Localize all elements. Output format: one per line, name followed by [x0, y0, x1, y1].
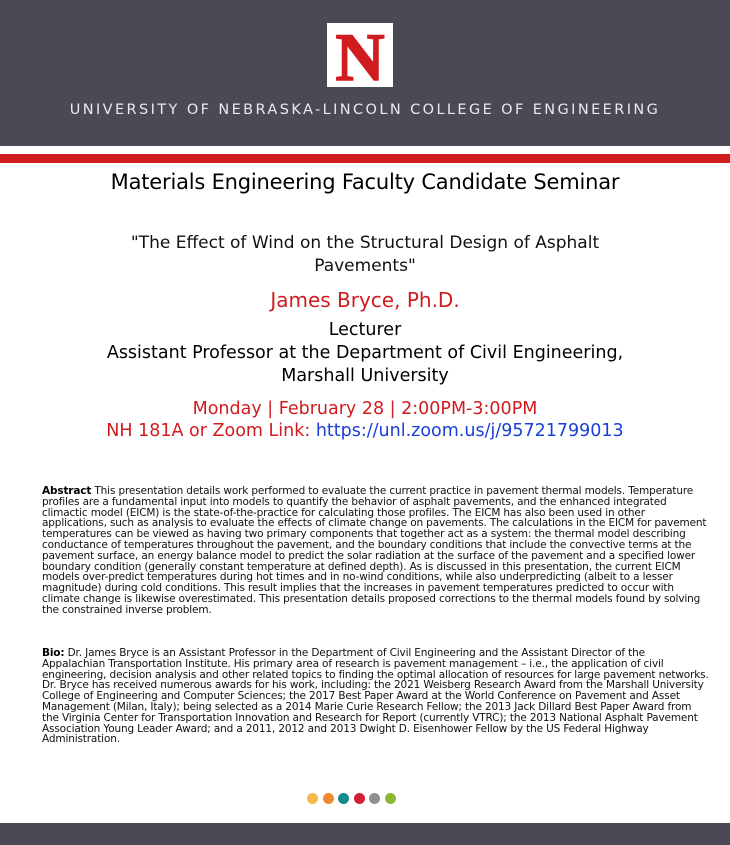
abstract-paragraph: [42, 486, 710, 616]
nebraska-n-logo: [327, 23, 393, 87]
speaker-role-position: Assistant Professor at the Department of Civil Engineering,: [106, 343, 624, 363]
event-datetime: Monday | February 28 | 2:00PM-3:00PM: [192, 399, 538, 419]
abstract-text: This presentation details work performed to evaluate the current practice in pavement thermal models. Temperature profiles are a fundamental input into models to quantify the behavior of asphalt pavements, and the enhanced integrated climactic model (EICM) is the state-of-the-practice for calculating those profiles. The EICM has also been used in other applications, such as analysis to evaluate the effects of climate change on pavements. The calculations in the EICM for pavement temperatures can be viewed as having two primary components that together act as a system: the thermal model describing conductance of temperatures throughout the pavement, and the boundary conditions that include the convective terms at the pavement surface, an energy balance model to predict the solar radiation at the surface of the pavement and a specified lower boundary condition (generally constant temperature at defined depth). As is discussed in this presentation, the current EICM models over-predict temperatures during hot times and in no-wind conditions, while also underpredicting (albeit to a lesser magnitude) during cold conditions. This result implies that the increases in pavement temperatures predicted to occur with climate change is likewise overestimated. This presentation details proposed corrections to the thermal models found by solving the constrained inverse problem.: [42, 485, 707, 616]
red-divider: [0, 154, 730, 163]
header-banner: [0, 0, 730, 146]
decorative-dot-2: [323, 793, 334, 804]
decorative-dots: [307, 789, 400, 801]
decorative-dot-6: [385, 793, 396, 804]
footer-bar: [0, 823, 730, 845]
abstract-label: Abstract: [42, 485, 92, 497]
speaker-affiliation: Marshall University: [281, 366, 449, 386]
talk-title: "The Effect of Wind on the Structural Design of Asphalt Pavements": [130, 233, 600, 276]
bio-label: Bio:: [42, 647, 65, 659]
zoom-link[interactable]: https://unl.zoom.us/j/95721799013: [315, 421, 624, 441]
decorative-dot-5: [369, 793, 380, 804]
decorative-dot-1: [307, 793, 318, 804]
institution-name: UNIVERSITY OF NEBRASKA-LINCOLN COLLEGE OF ENGINEERING: [69, 102, 661, 118]
decorative-dot-4: [354, 793, 365, 804]
location-label: NH 181A or Zoom Link:: [106, 421, 316, 441]
svg-text:N: N: [335, 23, 385, 87]
speaker-role-lecturer: Lecturer: [328, 320, 402, 340]
speaker-name: James Bryce, Ph.D.: [270, 288, 460, 312]
bio-paragraph: [42, 648, 710, 745]
seminar-title: Materials Engineering Faculty Candidate Seminar: [110, 170, 620, 194]
decorative-dot-3: [338, 793, 349, 804]
bio-text: Dr. James Bryce is an Assistant Professor in the Department of Civil Engineering and the Assistant Director of the Appalachian Transportation Institute. His primary area of research is pavement management – i.e., the application of civil engineering, decision analysis and other related topics to finding the optimal allocation of resources for large pavement networks. Dr. Bryce has received numerous awards for his work, including: the 2021 Weisberg Research Award from the Marshall University College of Engineering and Computer Sciences; the 2017 Best Paper Award at the World Conference on Pavement and Asset Management (Milan, Italy); being selected as a 2014 Marie Curie Research Fellow; the 2013 Jack Dillard Best Paper Award from the Virginia Center for Transportation Innovation and Research for Report (currently VTRC); the 2013 National Asphalt Pavement Association Young Leader Award; and a 2011, 2012 and 2013 Dwight D. Eisenhower Fellow by the US Federal Highway Administration.: [42, 647, 709, 746]
event-location: [0, 421, 730, 441]
